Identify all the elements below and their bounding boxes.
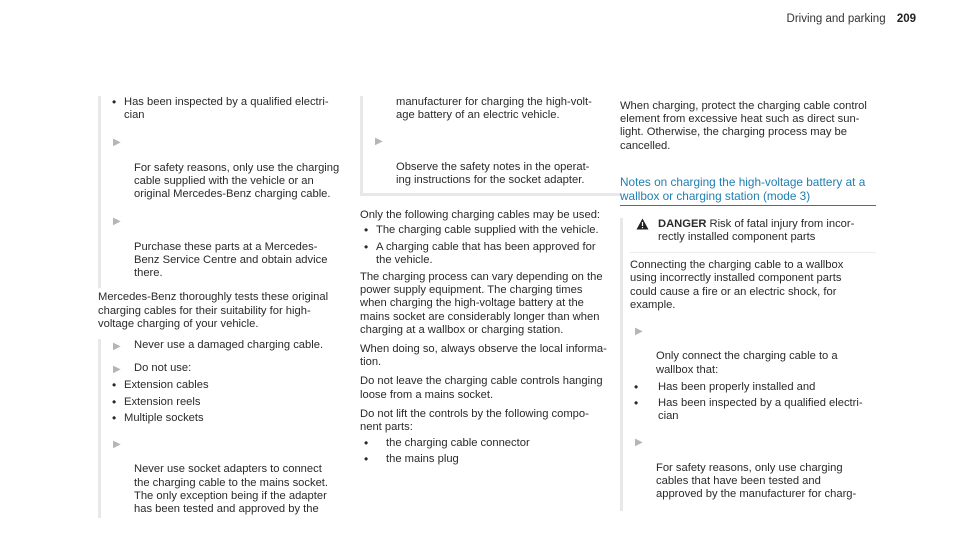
- instruction-step: [108, 362, 344, 375]
- paragraph: Only the following charging cables may be used:: [360, 209, 601, 222]
- danger-text: Risk of fatal injury from incor- rectly installed component parts: [658, 217, 855, 244]
- arrow-right-icon: ▶: [635, 326, 643, 338]
- step-text: For safety reasons, only use the charging cable supplied with the vehicle or an original Mercedes-Benz charging cable.: [134, 161, 340, 201]
- list-item: • Has been inspected by a qualified electri- cian: [630, 397, 876, 423]
- list-item: • Extension cables: [108, 379, 344, 392]
- col1-box-2: [98, 339, 344, 518]
- list-item: • Extension reels: [108, 396, 344, 409]
- col1-box: [98, 96, 344, 288]
- instruction-step: [630, 435, 876, 501]
- warning-triangle-icon: [636, 218, 649, 234]
- arrow-right-icon: ▶: [113, 137, 121, 149]
- step-text: Do not use:: [134, 362, 192, 375]
- instruction-step: [108, 214, 344, 288]
- instruction-step: [370, 134, 622, 187]
- paragraph: When doing so, always observe the local informa- tion.: [360, 343, 607, 369]
- page-number: 209: [896, 13, 916, 25]
- instruction-step: [108, 135, 344, 201]
- page-header: [787, 13, 916, 26]
- list-item: • the charging cable connector: [360, 437, 622, 450]
- danger-header: [630, 218, 876, 244]
- paragraph: Do not leave the charging cable controls hanging loose from a mains socket.: [360, 375, 603, 401]
- instruction-step: [630, 324, 876, 377]
- arrow-right-icon: ▶: [375, 136, 383, 148]
- step-text: Never use a damaged charging cable.: [134, 339, 324, 352]
- danger-body: [630, 252, 876, 501]
- list-item: • Has been properly installed and: [630, 381, 876, 394]
- list-item: • A charging cable that has been approved for the vehicle.: [360, 241, 622, 267]
- arrow-right-icon: ▶: [635, 437, 643, 449]
- list-item: • Has been inspected by a qualified electri- cian: [108, 96, 344, 122]
- arrow-right-icon: ▶: [113, 364, 121, 376]
- paragraph: When charging, protect the charging cable control element from excessive heat such as direct sun- light. Otherwise, the charging process may be cancelled.: [620, 100, 867, 152]
- paragraph: Do not lift the controls by the following compo- nent parts:: [360, 407, 589, 434]
- list-item: • The charging cable supplied with the vehicle.: [360, 224, 622, 237]
- paragraph: The charging process can vary depending on the power supply equipment. The charging times when charging the high-voltage battery at the mains socket are considerably longer than when charging at a wallbox or charging station.: [360, 271, 603, 336]
- column-2: [360, 96, 622, 470]
- heading-line: wallbox or charging station (mode 3): [620, 188, 811, 203]
- list-item: • the mains plug: [360, 453, 622, 466]
- step-continuation: manufacturer for charging the high-volt- age battery of an electric vehicle.: [396, 96, 592, 122]
- arrow-right-icon: ▶: [113, 439, 121, 451]
- step-text: For safety reasons, only use charging cables that have been tested and approved by the manufacturer for charg-: [656, 461, 857, 501]
- column-1: [98, 96, 344, 518]
- section-name: Driving and parking: [786, 13, 886, 25]
- step-text: Purchase these parts at a Mercedes- Benz Service Centre and obtain advice there.: [134, 240, 328, 280]
- section-heading: [620, 175, 876, 206]
- danger-label: DANGER: [658, 217, 707, 230]
- step-text: Observe the safety notes in the operat- ing instructions for the socket adapter.: [396, 160, 590, 187]
- column-3: [620, 100, 876, 511]
- col2-box: [360, 96, 622, 196]
- list-item: • Multiple sockets: [108, 412, 344, 425]
- step-text: Never use socket adapters to connect the charging cable to the mains socket. The only exception being if the adapter has been tested and approved by the: [134, 463, 329, 516]
- arrow-right-icon: ▶: [113, 216, 121, 228]
- instruction-step: [108, 339, 344, 352]
- instruction-step: [108, 437, 344, 518]
- arrow-right-icon: ▶: [113, 341, 121, 353]
- step-text: Only connect the charging cable to a wallbox that:: [656, 350, 838, 376]
- danger-notice: [620, 218, 876, 512]
- paragraph: Connecting the charging cable to a wallbox using incorrectly installed component parts could cause a fire or an electric shock, for example.: [630, 259, 844, 311]
- heading-line: Notes on charging the high-voltage battery at a: [620, 174, 866, 189]
- paragraph: Mercedes-Benz thoroughly tests these original charging cables for their suitability for high- voltage charging of your vehicle.: [98, 291, 329, 330]
